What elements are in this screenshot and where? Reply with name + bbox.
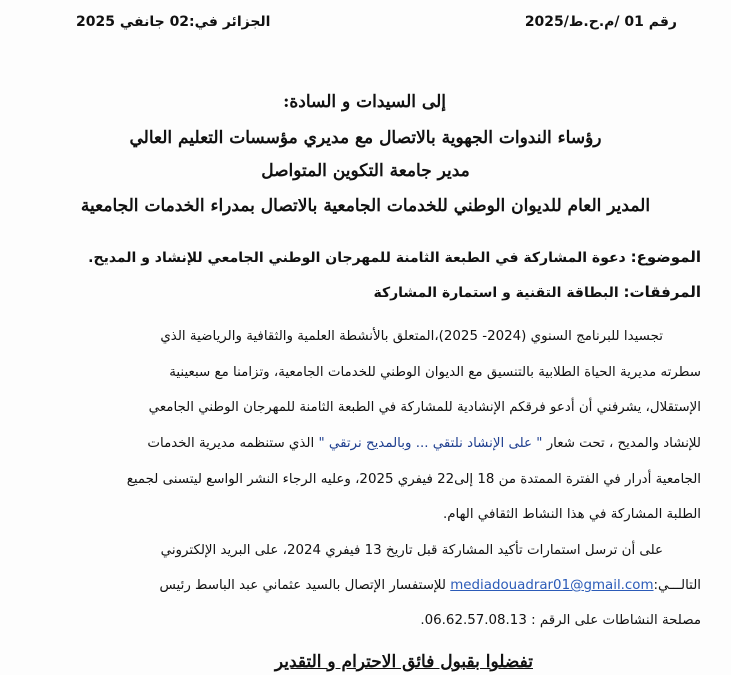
attachments-label: المرفقات: bbox=[623, 283, 701, 301]
body-line-4-end: الذي ستنظمه مديرية الخدمات bbox=[147, 436, 315, 451]
body-line-8-start: التالـــي: bbox=[653, 578, 701, 593]
body-line-9: مصلحة النشاطات على الرقم : 06.62.57.08.13. bbox=[420, 613, 701, 628]
body-line-6: الطلبة المشاركة في هذا النشاط الثقافي الهام. bbox=[442, 507, 701, 522]
recipient-line-1: رؤساء الندوات الجهوية بالاتصال مع مديري مؤسسات التعليم العالي bbox=[129, 128, 602, 148]
body-line-4 bbox=[147, 436, 701, 451]
subject-label: الموضوع: bbox=[630, 248, 701, 266]
attachments-line bbox=[373, 283, 701, 301]
salutation: إلى السيدات و السادة: bbox=[283, 92, 446, 112]
body-line-2: سطرته مديرية الحياة الطلابية بالتنسيق مع الديوان الوطني للخدمات الجامعية، وتزامنا مع سبعينية bbox=[169, 365, 701, 380]
subject-text: دعوة المشاركة في الطبعة الثامنة للمهرجان الوطني الجامعي للإنشاد و المديح. bbox=[88, 250, 631, 266]
cropped-top-line bbox=[491, 0, 581, 6]
recipient-line-2: مدير جامعة التكوين المتواصل bbox=[261, 161, 470, 181]
attachments-text: البطاقة التقنية و استمارة المشاركة bbox=[373, 285, 624, 301]
body-line-7: على أن ترسل استمارات تأكيد المشاركة قبل تاريخ 13 فيفري 2024، على البريد الإلكتروني bbox=[160, 543, 663, 558]
recipient-line-3: المدير العام للديوان الوطني للخدمات الجامعية بالاتصال بمدراء الخدمات الجامعية bbox=[80, 196, 651, 216]
body-line-5: الجامعية أدرار في الفترة الممتدة من 18 إلى22 فيفري 2025، وعليه الرجاء النشر الواسع ليتسنى لجميع bbox=[126, 472, 701, 487]
body-line-1: تجسيدا للبرنامج السنوي (2024- 2025)،المتعلق بالأنشطة العلمية والثقافية والرياضية الذي bbox=[160, 329, 663, 344]
body-line-8 bbox=[159, 578, 701, 593]
letter-date: الجزائر في:02 جانفي 2025 bbox=[76, 14, 271, 30]
body-line-8-end: للإستفسار الإتصال بالسيد عثماني عبد الباسط رئيس bbox=[159, 578, 451, 593]
subject-line bbox=[88, 248, 701, 266]
reference-number: رقم 01 /م.ح.ط/2025 bbox=[524, 14, 677, 30]
event-slogan: " على الإنشاد نلتقي ... وبالمديح نرتقي " bbox=[314, 436, 547, 451]
contact-email-link[interactable]: mediadouadrar01@gmail.com bbox=[450, 578, 654, 593]
body-line-3: الإستقلال، يشرفني أن أدعو فرقكم الإنشادية للمشاركة في الطبعة الثامنة للمهرجان الوطني الجامعي bbox=[148, 400, 701, 415]
body-line-4-start: للإنشاد والمديح ، تحت شعار bbox=[546, 436, 701, 451]
closing-formula: تفضلوا بقبول فائق الاحترام و التقدير bbox=[274, 652, 533, 672]
